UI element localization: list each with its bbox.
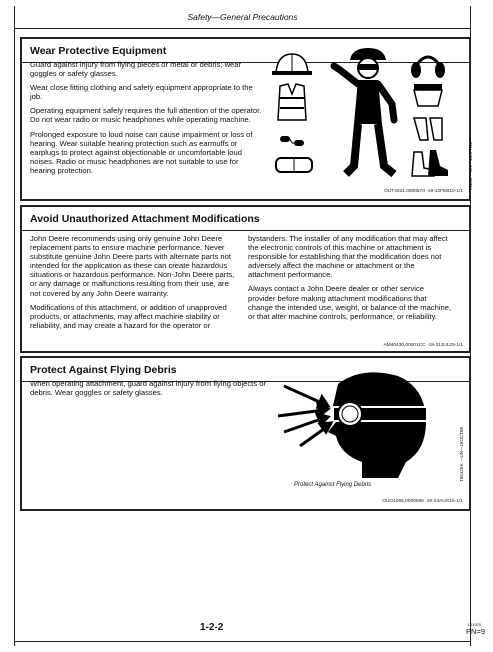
reference-code: OUT4031,0000570 -19-12FEB10-1/1 — [384, 189, 463, 194]
paragraph: Wear close fitting clothing and safety equipment appropriate to the job. — [30, 83, 253, 102]
paragraph: Always contact a John Deere dealer or other service provider before making attachment modifications that change the intended use, weight, or balance of the machine, or that alter machine controls, performance, or reliability. — [248, 284, 452, 321]
section-title: Avoid Unauthorized Attachment Modifications — [22, 207, 469, 231]
section-body — [30, 60, 262, 180]
safety-vest-icon — [278, 84, 306, 120]
hard-hat-icon — [272, 54, 312, 75]
running-header: Safety—General Precautions — [15, 6, 470, 29]
reference-code: OUO1065,0000086 -19-24AUG15-1/1 — [382, 499, 463, 504]
figure-caption: Protect Against Flying Debris — [294, 482, 372, 488]
figure-code: TS206 —UN—15APR13 — [468, 141, 473, 191]
flying-debris-illustration — [270, 370, 450, 480]
paragraph: John Deere recommends using only genuine John Deere replacement parts to ensure machine performance. Never substitute genuine John Deere parts with alternate parts not intended for the application as these can create hazardous situations or hazardous performance. Non-John Deere parts, or any damage or malfunctions resulting from their use, are not covered by any John Deere warranty. — [30, 234, 235, 298]
protective-equipment-illustration — [268, 44, 458, 194]
paragraph: Prolonged exposure to loud noise can cause impairment or loss of hearing. Wear suitable hearing protection such as earmuffs or earplugs to protect against objectionable or uncomfortable loud noises. Radio or music headphones are not suitable to use for hearing protection. — [30, 129, 253, 175]
paragraph: Operating equipment safely requires the full attention of the operator. Do not wear radio or music headphones while operating machine. — [30, 106, 262, 125]
footer-rule — [14, 641, 471, 642]
section-title: Protect Against Flying Debris — [22, 358, 469, 382]
goggles-icon — [276, 158, 312, 172]
debris-arrows-icon — [278, 386, 331, 446]
paragraph: Modifications of this attachment, or addition of unapproved products, or attachments, may affect machine stability or reliability, and may create a hazard for the operator or — [30, 302, 227, 330]
face-shield-icon — [414, 84, 442, 106]
earplugs-icon — [280, 136, 304, 146]
section-avoid-unauthorized-modifications — [20, 205, 471, 353]
reference-code: AM40430,00001CC -19-31JUL25-1/1 — [383, 343, 463, 348]
section-title: Wear Protective Equipment — [22, 39, 469, 63]
section-wear-protective-equipment — [20, 37, 471, 201]
worker-figure-icon — [334, 48, 394, 174]
pn-indicator: PN=9 — [466, 627, 485, 636]
section-protect-against-flying-debris — [20, 356, 471, 511]
print-code: 101925 — [467, 622, 481, 627]
right-column — [248, 234, 453, 326]
left-column — [30, 234, 235, 335]
head-with-goggles-icon — [328, 372, 428, 478]
gloves-icon — [414, 118, 442, 140]
paragraph: Guard against injury from flying pieces or metal or debris; wear goggles or safety glasses. — [30, 60, 242, 79]
paragraph: When operating attachment, guard against injury from flying objects or debris. Wear goggles or safety glasses. — [30, 379, 266, 398]
figure-code: T6642EK —UN—18OCT88 — [459, 426, 464, 482]
paragraph: bystanders. The installer of any modification that may affect the electronic controls of this machine or attachment is responsible for establishing that the modification does not adversely affect the machine or attachment or the attachment performance. — [248, 234, 448, 280]
earmuffs-icon — [411, 57, 445, 78]
safety-boots-icon — [412, 150, 448, 176]
section-body — [30, 379, 270, 402]
page-number: 1-2-2 — [200, 622, 224, 633]
